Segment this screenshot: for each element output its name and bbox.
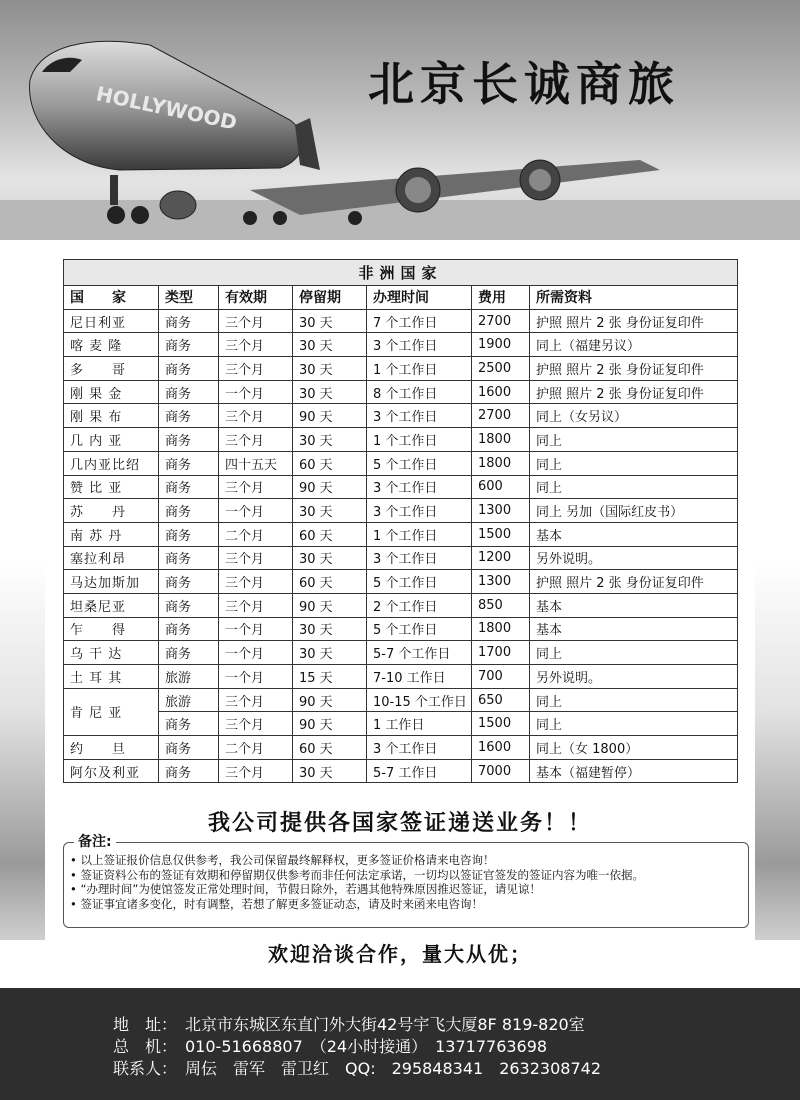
cell-validity: 二个月 bbox=[219, 736, 293, 760]
cell-documents: 护照 照片 2 张 身份证复印件 bbox=[530, 309, 738, 333]
cell-validity: 三个月 bbox=[219, 593, 293, 617]
cell-country: 几 内 亚 bbox=[64, 428, 159, 452]
table-row bbox=[64, 522, 738, 546]
note-item: • 签证资料公布的签证有效期和停留期仅供参考而非任何法定承诺，一切均以签证官签发的签证内容为唯一依据。 bbox=[70, 868, 748, 883]
cell-documents: 同上 bbox=[530, 641, 738, 665]
cell-fee: 1500 bbox=[472, 522, 530, 546]
cell-processing: 1 个工作日 bbox=[367, 522, 472, 546]
cell-documents: 同上 bbox=[530, 475, 738, 499]
cell-type: 商务 bbox=[159, 593, 219, 617]
cell-fee: 1700 bbox=[472, 641, 530, 665]
cell-validity: 一个月 bbox=[219, 617, 293, 641]
cell-fee: 850 bbox=[472, 593, 530, 617]
phone-row bbox=[113, 1034, 547, 1057]
cell-fee: 600 bbox=[472, 475, 530, 499]
cell-processing: 3 个工作日 bbox=[367, 736, 472, 760]
cell-validity: 一个月 bbox=[219, 665, 293, 689]
cell-country: 乌 干 达 bbox=[64, 641, 159, 665]
cell-fee: 2700 bbox=[472, 404, 530, 428]
cell-documents: 同上（女另议） bbox=[530, 404, 738, 428]
header-photo bbox=[0, 0, 800, 240]
notes-title: 备注: bbox=[74, 831, 116, 851]
cell-documents: 护照 照片 2 张 身份证复印件 bbox=[530, 380, 738, 404]
cell-validity: 三个月 bbox=[219, 688, 293, 712]
cell-processing: 5-7 个工作日 bbox=[367, 641, 472, 665]
cell-processing: 1 个工作日 bbox=[367, 357, 472, 381]
cell-validity: 三个月 bbox=[219, 759, 293, 783]
cell-stay: 90 天 bbox=[293, 475, 367, 499]
cell-validity: 三个月 bbox=[219, 570, 293, 594]
table-row bbox=[64, 475, 738, 499]
cell-type: 商务 bbox=[159, 522, 219, 546]
cell-validity: 三个月 bbox=[219, 333, 293, 357]
cell-fee: 1200 bbox=[472, 546, 530, 570]
cell-stay: 30 天 bbox=[293, 641, 367, 665]
cell-type: 商务 bbox=[159, 309, 219, 333]
table-row bbox=[64, 499, 738, 523]
cell-fee: 2700 bbox=[472, 309, 530, 333]
cell-validity: 三个月 bbox=[219, 428, 293, 452]
table-row bbox=[64, 688, 738, 712]
cell-stay: 60 天 bbox=[293, 451, 367, 475]
cell-type: 商务 bbox=[159, 451, 219, 475]
cell-documents: 护照 照片 2 张 身份证复印件 bbox=[530, 357, 738, 381]
cell-documents: 另外说明。 bbox=[530, 665, 738, 689]
cell-processing: 3 个工作日 bbox=[367, 475, 472, 499]
col-header-country: 国 家 bbox=[64, 286, 159, 310]
service-slogan: 我公司提供各国家签证递送业务！！ bbox=[207, 811, 592, 836]
cell-type: 旅游 bbox=[159, 688, 219, 712]
cell-stay: 30 天 bbox=[293, 357, 367, 381]
cell-type: 商务 bbox=[159, 428, 219, 452]
cell-documents: 另外说明。 bbox=[530, 546, 738, 570]
cell-stay: 60 天 bbox=[293, 736, 367, 760]
cell-fee: 1900 bbox=[472, 333, 530, 357]
phone-value: 010-51668807 （24小时接通） 13717763698 bbox=[185, 1037, 548, 1056]
cell-processing: 1 个工作日 bbox=[367, 428, 472, 452]
cell-country: 乍 得 bbox=[64, 617, 159, 641]
brand-title: 北京长诚商旅 bbox=[368, 57, 680, 111]
cell-stay: 30 天 bbox=[293, 380, 367, 404]
cell-country: 尼日利亚 bbox=[64, 309, 159, 333]
cell-documents: 同上（女 1800） bbox=[530, 736, 738, 760]
cell-stay: 90 天 bbox=[293, 712, 367, 736]
visa-price-table bbox=[63, 259, 738, 783]
cell-country: 土 耳 其 bbox=[64, 665, 159, 689]
cell-processing: 3 个工作日 bbox=[367, 404, 472, 428]
city-skyline-left bbox=[0, 560, 45, 940]
cell-country: 刚 果 金 bbox=[64, 380, 159, 404]
cell-type: 商务 bbox=[159, 333, 219, 357]
cell-processing: 5-7 工作日 bbox=[367, 759, 472, 783]
cell-type: 商务 bbox=[159, 380, 219, 404]
cell-type: 商务 bbox=[159, 546, 219, 570]
contact-footer bbox=[0, 988, 800, 1100]
cell-documents: 同上 另加（国际红皮书） bbox=[530, 499, 738, 523]
cell-stay: 30 天 bbox=[293, 546, 367, 570]
cell-documents: 同上（福建另议） bbox=[530, 333, 738, 357]
cell-stay: 90 天 bbox=[293, 593, 367, 617]
cell-validity: 三个月 bbox=[219, 712, 293, 736]
cell-validity: 三个月 bbox=[219, 404, 293, 428]
cell-country: 阿尔及利亚 bbox=[64, 759, 159, 783]
cell-country: 南 苏 丹 bbox=[64, 522, 159, 546]
cell-documents: 同上 bbox=[530, 451, 738, 475]
cell-fee: 1500 bbox=[472, 712, 530, 736]
table-row bbox=[64, 712, 738, 736]
cell-documents: 基本 bbox=[530, 617, 738, 641]
col-header-type: 类型 bbox=[159, 286, 219, 310]
cell-type: 商务 bbox=[159, 475, 219, 499]
note-item: • 以上签证报价信息仅供参考，我公司保留最终解释权，更多签证价格请来电咨询！ bbox=[70, 853, 748, 868]
col-header-processing: 办理时间 bbox=[367, 286, 472, 310]
cell-documents: 同上 bbox=[530, 428, 738, 452]
cell-validity: 一个月 bbox=[219, 499, 293, 523]
city-skyline-right bbox=[755, 560, 800, 940]
col-header-fee: 费用 bbox=[472, 286, 530, 310]
table-row bbox=[64, 428, 738, 452]
cell-type: 商务 bbox=[159, 712, 219, 736]
cell-processing: 7 个工作日 bbox=[367, 309, 472, 333]
cell-country: 坦桑尼亚 bbox=[64, 593, 159, 617]
cell-stay: 90 天 bbox=[293, 404, 367, 428]
cell-validity: 四十五天 bbox=[219, 451, 293, 475]
cell-validity: 三个月 bbox=[219, 475, 293, 499]
cell-fee: 2500 bbox=[472, 357, 530, 381]
cell-country: 几内亚比绍 bbox=[64, 451, 159, 475]
cell-stay: 15 天 bbox=[293, 665, 367, 689]
cell-processing: 3 个工作日 bbox=[367, 333, 472, 357]
cell-fee: 1300 bbox=[472, 499, 530, 523]
cell-documents: 基本（福建暂停） bbox=[530, 759, 738, 783]
cell-type: 商务 bbox=[159, 617, 219, 641]
table-row bbox=[64, 759, 738, 783]
cell-stay: 60 天 bbox=[293, 522, 367, 546]
cell-type: 旅游 bbox=[159, 665, 219, 689]
col-header-validity: 有效期 bbox=[219, 286, 293, 310]
note-item: • “办理时间”为使馆签发正常处理时间，节假日除外，若遇其他特殊原因推迟签证，请见谅！ bbox=[70, 882, 748, 897]
plane-livery-text: HOLLYWOOD bbox=[93, 81, 240, 135]
cell-type: 商务 bbox=[159, 404, 219, 428]
cell-fee: 650 bbox=[472, 688, 530, 712]
cell-documents: 基本 bbox=[530, 522, 738, 546]
cell-processing: 5 个工作日 bbox=[367, 617, 472, 641]
cell-country: 刚 果 布 bbox=[64, 404, 159, 428]
table-header-row bbox=[64, 286, 738, 310]
cell-country: 马达加斯加 bbox=[64, 570, 159, 594]
cell-type: 商务 bbox=[159, 499, 219, 523]
cell-stay: 30 天 bbox=[293, 309, 367, 333]
table-row bbox=[64, 570, 738, 594]
phone-label: 总 机： bbox=[113, 1037, 178, 1056]
table-row bbox=[64, 617, 738, 641]
cell-type: 商务 bbox=[159, 641, 219, 665]
table-row bbox=[64, 451, 738, 475]
cell-stay: 90 天 bbox=[293, 688, 367, 712]
notes-box bbox=[63, 834, 749, 928]
cell-fee: 1800 bbox=[472, 428, 530, 452]
cell-country: 多 哥 bbox=[64, 357, 159, 381]
cell-processing: 1 工作日 bbox=[367, 712, 472, 736]
airplane-illustration bbox=[0, 0, 800, 240]
table-row bbox=[64, 665, 738, 689]
table-row bbox=[64, 736, 738, 760]
cell-documents: 同上 bbox=[530, 688, 738, 712]
cell-fee: 7000 bbox=[472, 759, 530, 783]
cell-processing: 7-10 工作日 bbox=[367, 665, 472, 689]
table-row bbox=[64, 309, 738, 333]
cell-country: 喀 麦 隆 bbox=[64, 333, 159, 357]
cell-country: 苏 丹 bbox=[64, 499, 159, 523]
cell-validity: 三个月 bbox=[219, 546, 293, 570]
cell-country: 约 旦 bbox=[64, 736, 159, 760]
cell-type: 商务 bbox=[159, 357, 219, 381]
cell-type: 商务 bbox=[159, 570, 219, 594]
contact-label: 联系人： bbox=[113, 1059, 178, 1078]
cell-country: 肯 尼 亚 bbox=[64, 688, 159, 735]
cell-stay: 30 天 bbox=[293, 428, 367, 452]
cell-documents: 护照 照片 2 张 身份证复印件 bbox=[530, 570, 738, 594]
cell-stay: 30 天 bbox=[293, 759, 367, 783]
cell-type: 商务 bbox=[159, 759, 219, 783]
cell-country: 塞拉利昂 bbox=[64, 546, 159, 570]
cell-fee: 1600 bbox=[472, 736, 530, 760]
cell-fee: 1300 bbox=[472, 570, 530, 594]
notes-list bbox=[64, 853, 748, 911]
cell-validity: 一个月 bbox=[219, 641, 293, 665]
cell-processing: 5 个工作日 bbox=[367, 451, 472, 475]
cell-processing: 5 个工作日 bbox=[367, 570, 472, 594]
cell-validity: 二个月 bbox=[219, 522, 293, 546]
table-row bbox=[64, 404, 738, 428]
table-row bbox=[64, 546, 738, 570]
table-row bbox=[64, 641, 738, 665]
cell-type: 商务 bbox=[159, 736, 219, 760]
cell-stay: 60 天 bbox=[293, 570, 367, 594]
table-row bbox=[64, 357, 738, 381]
address-row bbox=[113, 1012, 585, 1035]
cell-stay: 30 天 bbox=[293, 499, 367, 523]
cell-processing: 2 个工作日 bbox=[367, 593, 472, 617]
contact-row bbox=[113, 1056, 601, 1079]
cell-processing: 10-15 个工作日 bbox=[367, 688, 472, 712]
cell-fee: 1800 bbox=[472, 617, 530, 641]
note-item: • 签证事宜诸多变化，时有调整，若想了解更多签证动态，请及时来函来电咨询！ bbox=[70, 897, 748, 912]
cell-fee: 1600 bbox=[472, 380, 530, 404]
cell-fee: 1800 bbox=[472, 451, 530, 475]
cell-processing: 3 个工作日 bbox=[367, 546, 472, 570]
cell-documents: 同上 bbox=[530, 712, 738, 736]
cell-validity: 一个月 bbox=[219, 380, 293, 404]
table-row bbox=[64, 333, 738, 357]
col-header-documents: 所需资料 bbox=[530, 286, 738, 310]
table-row bbox=[64, 593, 738, 617]
address-value: 北京市东城区东直门外大街42号宇飞大厦8F 819-820室 bbox=[185, 1015, 585, 1034]
cell-validity: 三个月 bbox=[219, 357, 293, 381]
welcome-slogan: 欢迎洽谈合作，量大从优； bbox=[268, 942, 532, 966]
address-label: 地 址： bbox=[113, 1015, 178, 1034]
cell-processing: 3 个工作日 bbox=[367, 499, 472, 523]
cell-validity: 三个月 bbox=[219, 309, 293, 333]
cell-fee: 700 bbox=[472, 665, 530, 689]
cell-processing: 8 个工作日 bbox=[367, 380, 472, 404]
cell-country: 赞 比 亚 bbox=[64, 475, 159, 499]
cell-documents: 基本 bbox=[530, 593, 738, 617]
table-row bbox=[64, 380, 738, 404]
cell-stay: 30 天 bbox=[293, 333, 367, 357]
col-header-stay: 停留期 bbox=[293, 286, 367, 310]
contact-value: 周伝 雷军 雷卫红 QQ: 295848341 2632308742 bbox=[185, 1059, 601, 1078]
table-caption: 非洲国家 bbox=[64, 260, 738, 286]
cell-stay: 30 天 bbox=[293, 617, 367, 641]
